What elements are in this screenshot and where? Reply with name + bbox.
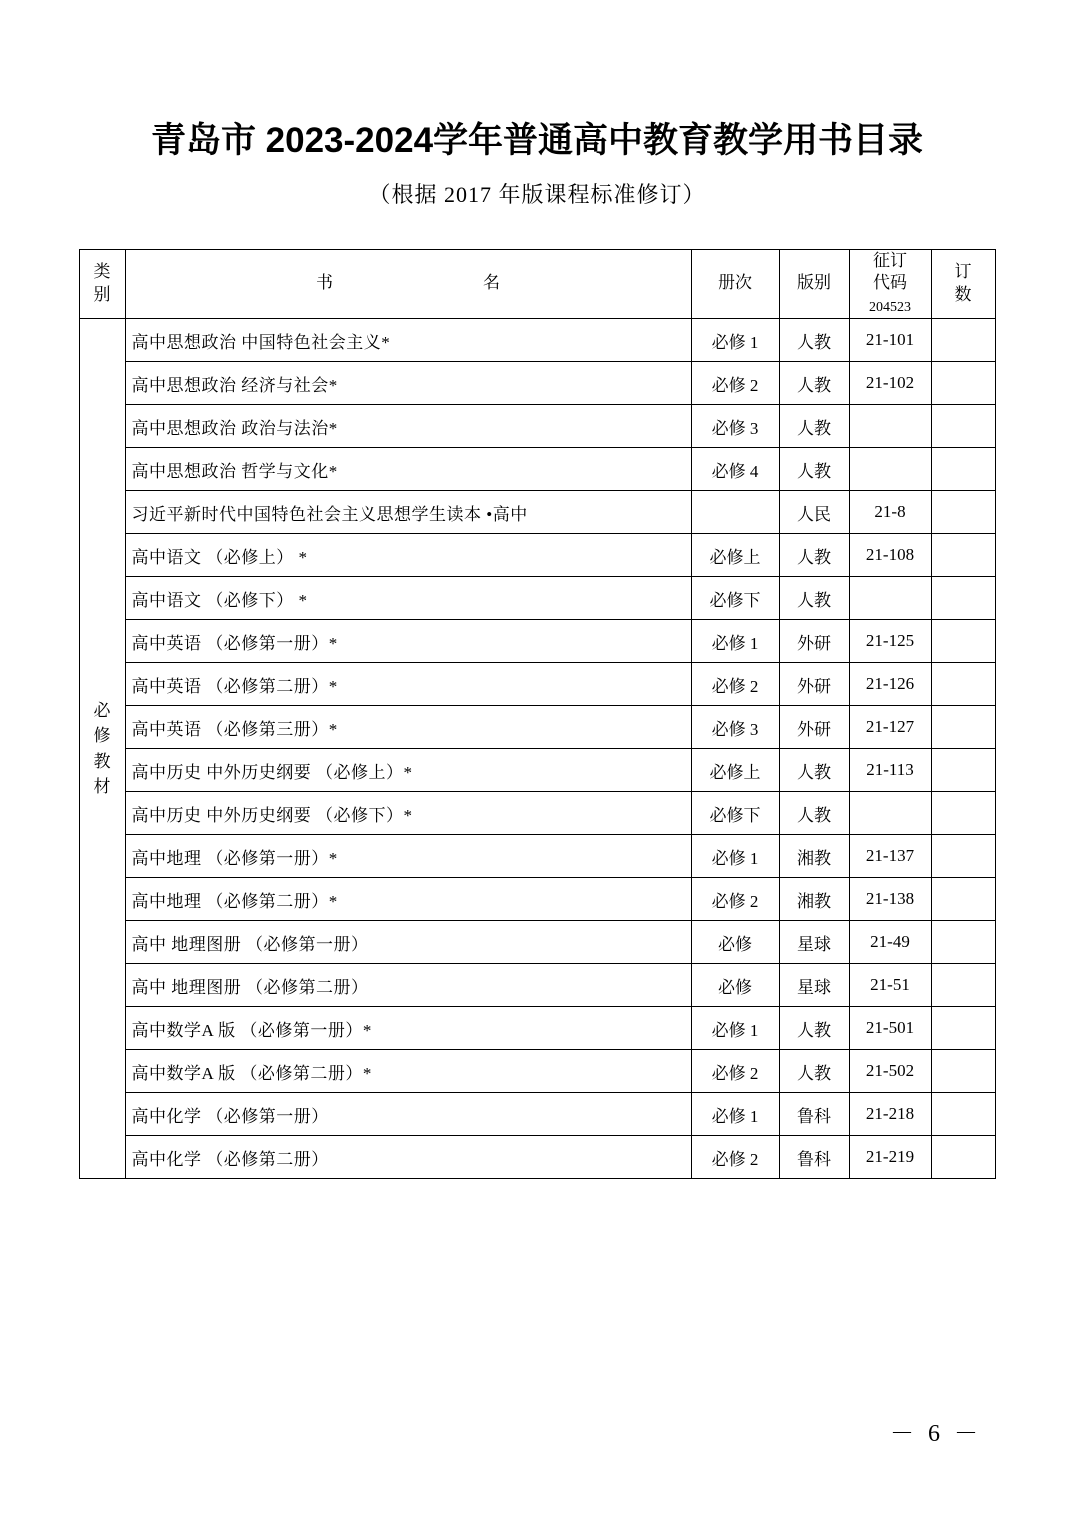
- quantity-cell: [931, 577, 995, 620]
- volume-cell: 必修 3: [691, 706, 779, 749]
- publisher-cell: 人教: [779, 1007, 849, 1050]
- book-name-cell: 高中英语 （必修第三册）*: [125, 706, 691, 749]
- quantity-cell: [931, 362, 995, 405]
- order-code-cell: 21-218: [849, 1093, 931, 1136]
- order-code-cell: 21-126: [849, 663, 931, 706]
- header-quantity-line1: 订: [954, 261, 972, 281]
- order-code-cell: 21-101: [849, 319, 931, 362]
- table-row: [79, 964, 995, 1007]
- publisher-cell: 湘教: [779, 835, 849, 878]
- category-char-1: 必: [93, 700, 111, 720]
- volume-cell: 必修 2: [691, 1136, 779, 1179]
- quantity-cell: [931, 964, 995, 1007]
- publisher-cell: 外研: [779, 620, 849, 663]
- quantity-cell: [931, 921, 995, 964]
- order-code-cell: 21-51: [849, 964, 931, 1007]
- volume-cell: 必修 1: [691, 1007, 779, 1050]
- book-name-cell: 高中 地理图册 （必修第一册）: [125, 921, 691, 964]
- quantity-cell: [931, 319, 995, 362]
- table-row: [79, 878, 995, 921]
- book-name-cell: 习近平新时代中国特色社会主义思想学生读本 •高中: [125, 491, 691, 534]
- quantity-cell: [931, 835, 995, 878]
- quantity-cell: [931, 878, 995, 921]
- table-row: [79, 534, 995, 577]
- header-category: [79, 249, 125, 319]
- publisher-cell: 人教: [779, 534, 849, 577]
- volume-cell: 必修 2: [691, 878, 779, 921]
- volume-cell: 必修 1: [691, 835, 779, 878]
- volume-cell: 必修上: [691, 749, 779, 792]
- publisher-cell: 人教: [779, 319, 849, 362]
- publisher-cell: 星球: [779, 921, 849, 964]
- quantity-cell: [931, 1093, 995, 1136]
- page-subtitle: （根据 2017 年版课程标准修订）: [368, 181, 706, 207]
- header-quantity: [931, 249, 995, 319]
- header-publisher: 版别: [779, 249, 849, 319]
- order-code-cell: 21-501: [849, 1007, 931, 1050]
- header-order-code-line1: 征订: [873, 250, 907, 270]
- category-cell-required-textbooks: [79, 319, 125, 1179]
- table-row: [79, 921, 995, 964]
- header-category-char2: 别: [93, 284, 111, 304]
- volume-cell: 必修 2: [691, 362, 779, 405]
- publisher-cell: 星球: [779, 964, 849, 1007]
- quantity-cell: [931, 749, 995, 792]
- quantity-cell: [931, 1007, 995, 1050]
- publisher-cell: 人教: [779, 1050, 849, 1093]
- book-name-cell: 高中历史 中外历史纲要 （必修下）*: [125, 792, 691, 835]
- book-name-cell: 高中数学A 版 （必修第二册）*: [125, 1050, 691, 1093]
- header-category-char1: 类: [93, 261, 111, 281]
- quantity-cell: [931, 491, 995, 534]
- publisher-cell: 外研: [779, 706, 849, 749]
- header-order-code: [849, 249, 931, 319]
- publisher-cell: 人教: [779, 577, 849, 620]
- publisher-cell: 人教: [779, 749, 849, 792]
- order-code-cell: [849, 448, 931, 491]
- quantity-cell: [931, 448, 995, 491]
- quantity-cell: [931, 663, 995, 706]
- volume-cell: 必修 2: [691, 1050, 779, 1093]
- table-row: [79, 448, 995, 491]
- book-name-cell: 高中地理 （必修第二册）*: [125, 878, 691, 921]
- table-row: [79, 491, 995, 534]
- table-row: [79, 1007, 995, 1050]
- table-row: [79, 620, 995, 663]
- page-number: － 6 －: [890, 1421, 982, 1447]
- volume-cell: 必修下: [691, 792, 779, 835]
- header-book-name: [125, 249, 691, 319]
- volume-cell: 必修上: [691, 534, 779, 577]
- header-volume: 册次: [691, 249, 779, 319]
- quantity-cell: [931, 706, 995, 749]
- volume-cell: [691, 491, 779, 534]
- order-code-cell: [849, 405, 931, 448]
- volume-cell: 必修: [691, 964, 779, 1007]
- book-name-cell: 高中思想政治 哲学与文化*: [125, 448, 691, 491]
- table-header-row: [79, 249, 995, 319]
- order-code-cell: 21-137: [849, 835, 931, 878]
- order-code-cell: 21-49: [849, 921, 931, 964]
- header-book-name-left: 书: [316, 273, 333, 293]
- quantity-cell: [931, 1136, 995, 1179]
- volume-cell: 必修 2: [691, 663, 779, 706]
- volume-cell: 必修 4: [691, 448, 779, 491]
- table-row: [79, 1093, 995, 1136]
- publisher-cell: 人教: [779, 792, 849, 835]
- page-title: 青岛市 2023-2024学年普通高中教育教学用书目录: [150, 121, 924, 160]
- table-row: [79, 749, 995, 792]
- book-name-cell: 高中化学 （必修第二册）: [125, 1136, 691, 1179]
- table-row: [79, 1050, 995, 1093]
- order-code-cell: 21-102: [849, 362, 931, 405]
- publisher-cell: 人教: [779, 405, 849, 448]
- category-char-4: 材: [93, 777, 111, 797]
- publisher-cell: 外研: [779, 663, 849, 706]
- book-name-cell: 高中英语 （必修第二册）*: [125, 663, 691, 706]
- table-row: [79, 319, 995, 362]
- volume-cell: 必修 1: [691, 319, 779, 362]
- table-row: [79, 577, 995, 620]
- order-code-cell: 21-8: [849, 491, 931, 534]
- book-name-cell: 高中 地理图册 （必修第二册）: [125, 964, 691, 1007]
- header-order-code-line2: 代码: [873, 273, 907, 293]
- book-name-cell: 高中地理 （必修第一册）*: [125, 835, 691, 878]
- table-row: [79, 663, 995, 706]
- publisher-cell: 人民: [779, 491, 849, 534]
- book-name-cell: 高中思想政治 经济与社会*: [125, 362, 691, 405]
- volume-cell: 必修下: [691, 577, 779, 620]
- book-name-cell: 高中思想政治 政治与法治*: [125, 405, 691, 448]
- order-code-cell: 21-502: [849, 1050, 931, 1093]
- table-row: [79, 835, 995, 878]
- book-name-cell: 高中数学A 版 （必修第一册）*: [125, 1007, 691, 1050]
- book-name-cell: 高中语文 （必修上） *: [125, 534, 691, 577]
- quantity-cell: [931, 534, 995, 577]
- publisher-cell: 人教: [779, 362, 849, 405]
- volume-cell: 必修: [691, 921, 779, 964]
- order-code-cell: [849, 792, 931, 835]
- quantity-cell: [931, 792, 995, 835]
- category-char-2: 修: [93, 726, 111, 746]
- publisher-cell: 人教: [779, 448, 849, 491]
- quantity-cell: [931, 405, 995, 448]
- order-code-cell: 21-138: [849, 878, 931, 921]
- table-row: [79, 405, 995, 448]
- publisher-cell: 鲁科: [779, 1136, 849, 1179]
- publisher-cell: 湘教: [779, 878, 849, 921]
- table-row: [79, 362, 995, 405]
- volume-cell: 必修 1: [691, 620, 779, 663]
- table-row: [79, 792, 995, 835]
- header-book-name-right: 名: [483, 273, 500, 293]
- book-name-cell: 高中历史 中外历史纲要 （必修上）*: [125, 749, 691, 792]
- table-row: [79, 1136, 995, 1179]
- volume-cell: 必修 3: [691, 405, 779, 448]
- order-code-cell: 21-219: [849, 1136, 931, 1179]
- order-code-cell: [849, 577, 931, 620]
- order-code-cell: 21-127: [849, 706, 931, 749]
- category-char-3: 教: [93, 751, 111, 771]
- book-name-cell: 高中语文 （必修下） *: [125, 577, 691, 620]
- table-row: [79, 706, 995, 749]
- order-code-cell: 21-108: [849, 534, 931, 577]
- quantity-cell: [931, 620, 995, 663]
- volume-cell: 必修 1: [691, 1093, 779, 1136]
- order-code-cell: 21-125: [849, 620, 931, 663]
- book-name-cell: 高中英语 （必修第一册）*: [125, 620, 691, 663]
- order-code-cell: 21-113: [849, 749, 931, 792]
- header-order-code-number: 204523: [869, 300, 911, 316]
- header-quantity-line2: 数: [954, 284, 972, 304]
- book-name-cell: 高中化学 （必修第一册）: [125, 1093, 691, 1136]
- textbook-catalog-table: [79, 249, 996, 1180]
- publisher-cell: 鲁科: [779, 1093, 849, 1136]
- quantity-cell: [931, 1050, 995, 1093]
- book-name-cell: 高中思想政治 中国特色社会主义*: [125, 319, 691, 362]
